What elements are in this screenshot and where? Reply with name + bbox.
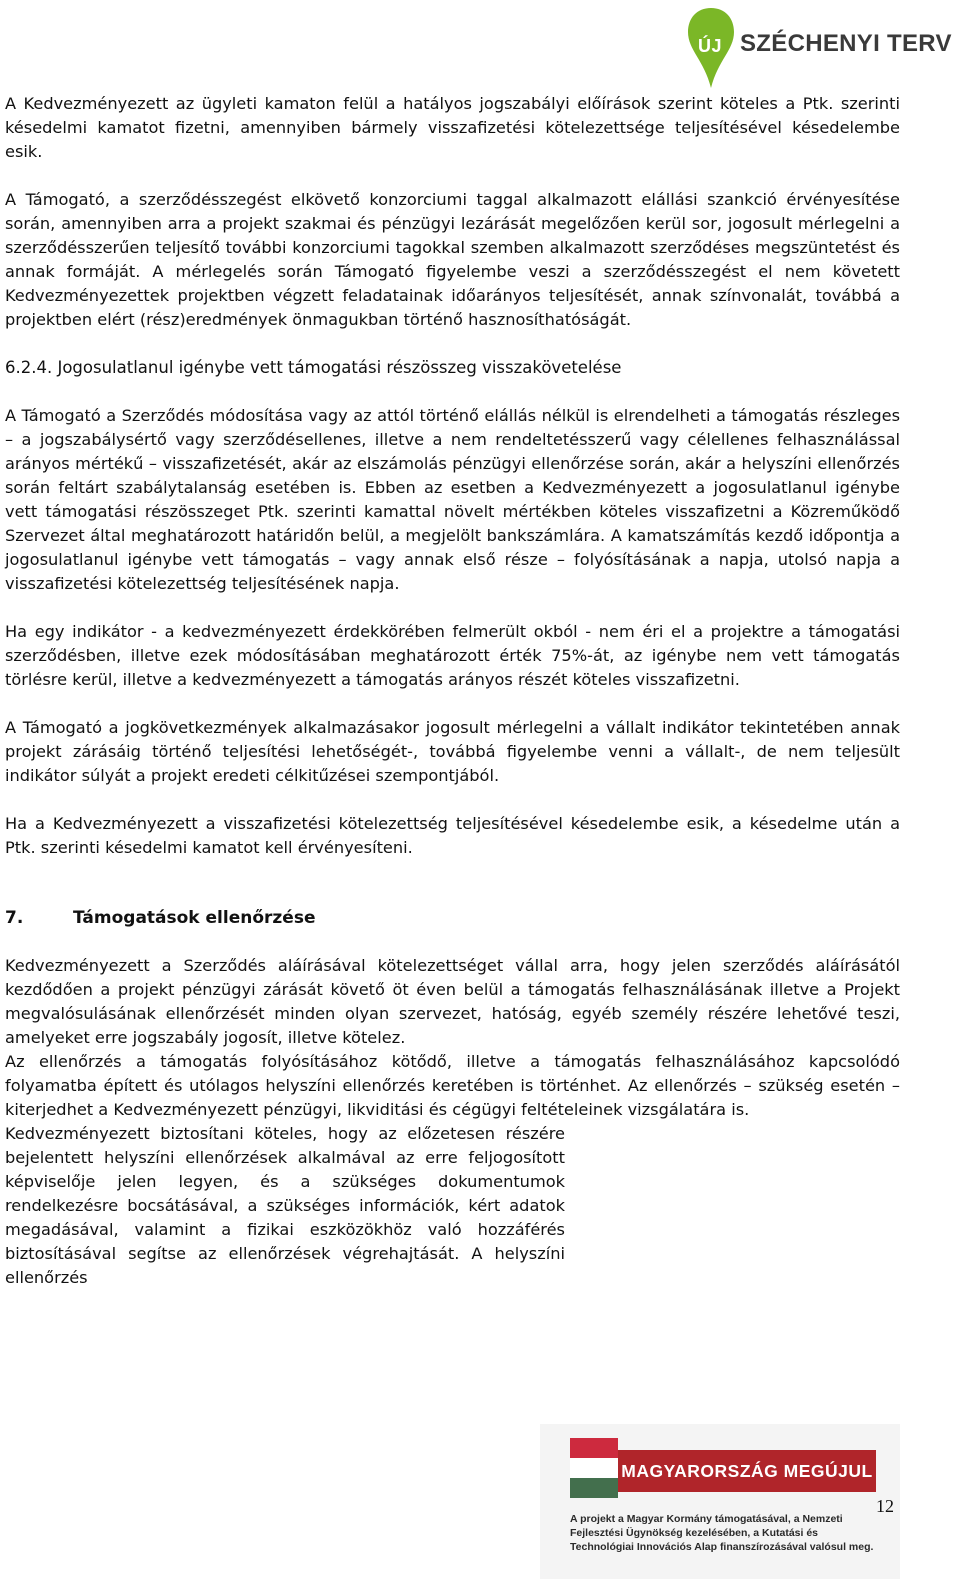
section-heading (5, 906, 900, 930)
banner-title: MAGYARORSZÁG MEGÚJUL (618, 1450, 876, 1492)
paragraph-consortium-sanction: A Támogató, a szerződésszegést elkövető konzorciumi taggal alkalmazott elállási szankció érvényesítése során, amennyiben arra a projekt szakmai és pénzügyi lezárását megelőzően kerül sor, jogosult mérlegelni a szerződésszerűen teljesítő további konzorciumi tagokkal szemben alkalmazott szerződéses megszüntetést és annak formáját. A mérlegelés során Támogató figyelembe veszi a szerződésszegést el nem követett Kedvezményezettek projektben végzett feladatainak időarányos teljesítését, annak színvonalát, továbbá a projektben elért (rész)eredmények önmagukban történő hasznosíthatóságát. (5, 190, 900, 329)
paragraph-late-interest: A Kedvezményezett az ügyleti kamaton felül a hatályos jogszabályi előírások szerint köteles a Ptk. szerinti késedelmi kamatot fizetni, amennyiben bármely visszafizetési kötelezettsége teljesítésével késedelembe esik. (5, 94, 900, 161)
paragraph-audit-obligation: Kedvezményezett a Szerződés aláírásával kötelezettséget vállal arra, hogy jelen szerződés aláírásától kezdődően a projekt pénzügyi zárását követő öt éven belül a támogatás felhasználásának illetve a Projekt megvalósulásának ellenőrzését minden olyan szervezet, hatóság, egyéb személy részére lehetővé teszi, amelyeket erre jogszabály jogosít, illetve kötelez. (5, 956, 900, 1047)
paragraph-partial-repayment: A Támogató a Szerződés módosítása vagy az attól történő elállás nélkül is elrendelheti a támogatás részleges – a jogszabálysértő vagy szerződésellenes, illetve a nem rendeltetésszerű vagy célellenes felhasználással arányos mértékű – visszafizetését, akár az elszámolás pénzügyi ellenőrzése során, akár a helyszíni ellenőrzés során feltárt szabálytalanság esetében is. Ebben az esetben a Kedvezményezett a jogosulatlanul igénybe vett támogatási részösszeget Ptk. szerinti kamattal növelt mértékben köteles visszafizetni a Közreműködő Szervezet által meghatározott határidőn belül, a megjelölt bankszámlára. A kamatszámítás kezdő időpontja a jogosulatlanul igénybe vett támogatás – vagy annak első része – folyósításának a napja, utolsó napja a visszafizetési kötelezettség teljesítésének napja. (5, 406, 900, 593)
hungarian-flag-icon (570, 1438, 618, 1498)
logo-text: SZÉCHENYI TERV (740, 30, 952, 57)
paragraph-indicator: Ha egy indikátor - a kedvezményezett érdekkörében felmerült okból - nem éri el a projektre a támogatási szerződésben, illetve ezek módosításában meghatározott érték 75%-át, az igénybe nem vett támogatás törlésre kerül, illetve a kedvezményezett a támogatás arányos részét köteles visszafizetni. (5, 622, 900, 689)
paragraph-onsite-audit: Kedvezményezett biztosítani köteles, hogy az előzetesen részére bejelentett helyszíni ellenőrzések alkalmával az erre feljogosított képviselője jelen legyen, és a szükséges dokumentumok rendelkezésre bocsátásával, a szükséges információk, kért adatok megadásával, valamint a fizikai eszközökhöz való hozzáférés biztosításával segítse az ellenőrzések végrehajtását. A helyszíni ellenőrzés (5, 1124, 565, 1287)
magyarorszag-megujul-banner (540, 1424, 900, 1579)
banner-note: A projekt a Magyar Kormány támogatásával, a Nemzeti Fejlesztési Ügynökség kezelésében, a Kutatási és Technológiai Innovációs Alap finanszírozásával valósul meg. (570, 1513, 874, 1553)
section-title: Támogatások ellenőrzése (73, 908, 316, 928)
document-body (5, 92, 900, 1290)
paragraph-late-repayment: Ha a Kedvezményezett a visszafizetési kötelezettség teljesítésével késedelembe esik, a késedelme után a Ptk. szerinti késedelmi kamatot kell érvényesíteni. (5, 814, 900, 857)
paragraph-audit-scope: Az ellenőrzés a támogatás folyósításához kötődő, illetve a támogatás felhasználásához kapcsolódó folyamatba épített és utólagos helyszíni ellenőrzés keretében is történhet. Az ellenőrzés – szükség esetén – kiterjedhet a Kedvezményezett pénzügyi, likviditási és cégügyi feltételeinek vizsgálatára is. (5, 1052, 900, 1119)
szechenyi-terv-logo (686, 6, 956, 90)
paragraph-legal-consequences: A Támogató a jogkövetkezmények alkalmazásakor jogosult mérlegelni a vállalt indikátor tekintetében annak projekt zárásáig történő teljesítési lehetőségét-, továbbá figyelembe venni a vállalt-, de nem teljesült indikátor súlyát a projekt eredeti célkitűzései szempontjából. (5, 718, 900, 785)
subheading-6-2-4: 6.2.4. Jogosulatlanul igénybe vett támogatási részösszeg visszakövetelése (5, 358, 622, 377)
section-number: 7. (5, 908, 24, 928)
page-number: 12 (876, 1496, 894, 1516)
logo-prefix: ÚJ (697, 36, 722, 56)
